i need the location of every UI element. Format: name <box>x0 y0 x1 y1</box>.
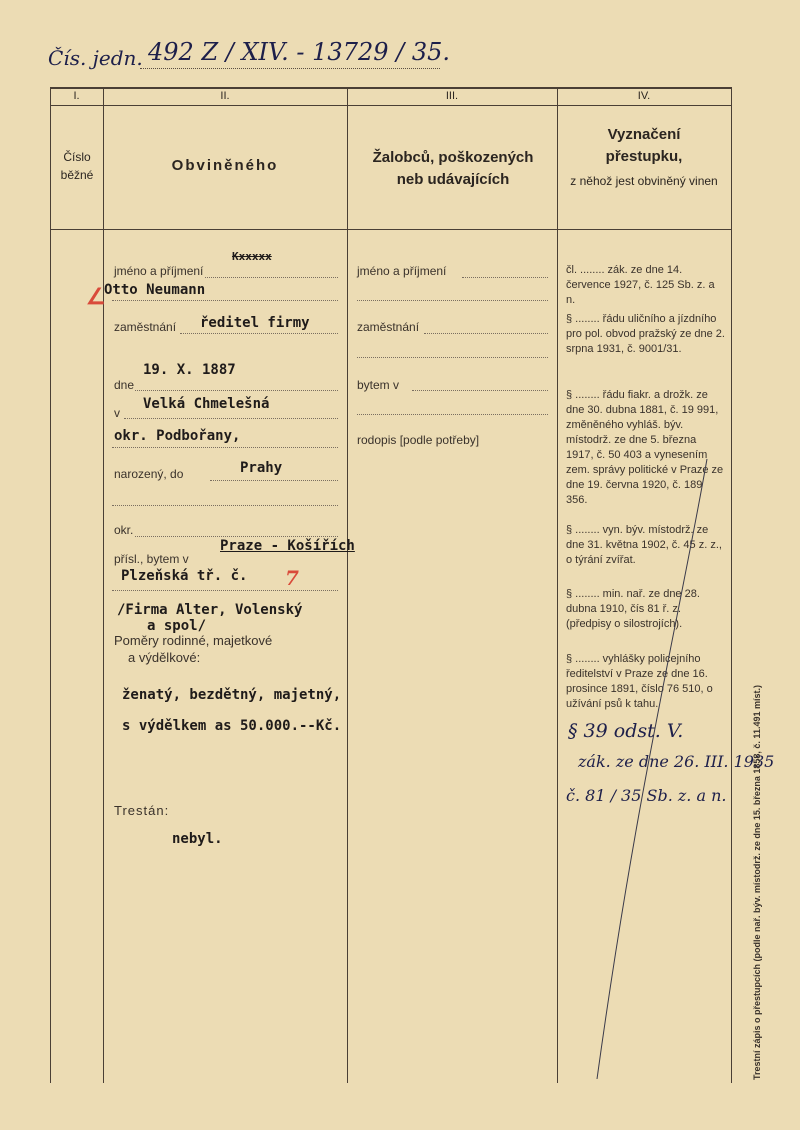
birth-date: 19. X. 1887 <box>143 362 236 378</box>
accused-occupation: ředitel firmy <box>200 315 310 331</box>
file-number-label: Čís. jedn. <box>48 46 143 70</box>
day-dots <box>135 390 338 391</box>
plaintiff-residence-dots <box>412 390 548 391</box>
handwritten-law-date: zák. ze dne 26. III. 1935 <box>578 752 775 771</box>
born-dots <box>210 480 338 481</box>
col1-title: Číslo běžné <box>60 150 94 182</box>
district-label: okr. <box>114 523 134 537</box>
village-dots <box>124 418 338 419</box>
col4-number: IV. <box>637 90 651 102</box>
domicile: Prahy <box>240 460 283 476</box>
col4-subtitle: z něhož jest obviněný vinen <box>570 174 718 188</box>
col-line-2 <box>103 87 104 1083</box>
company: /Firma Alter, Volenský <box>117 602 303 618</box>
col1-number: I. <box>73 90 80 102</box>
offence-paragraph-2: § ........ řádu uličního a jízdního pro pol. obvod pražský ze dne 2. srpna 1931, č. 9001/31. <box>566 313 725 355</box>
district-dots <box>112 447 338 448</box>
punished-label: Trestán: <box>114 803 170 818</box>
circumstances-2: s výdělkem as 50.000.--Kč. <box>122 718 342 734</box>
roman-row-divider <box>50 105 732 106</box>
col2-number: II. <box>220 90 230 102</box>
plaintiff-occupation-dots <box>424 333 548 334</box>
offence-paragraph-6: § ........ vyhlášky policejního ředitelství v Praze ze dne 16. prosince 1891, číslo 76 510, o užívání psů k tahu. <box>566 653 713 710</box>
birth-village: Velká Chmelešná <box>143 396 270 412</box>
plaintiff-occupation-label: zaměstnání <box>357 320 420 334</box>
plaintiff-blank-dots-2 <box>357 414 548 415</box>
file-number-underline <box>140 68 440 69</box>
plaintiff-rodopis-label: rodopis [podle potřeby] <box>357 433 480 447</box>
accused-name: Otto Neumann <box>104 282 206 298</box>
cancel-stroke <box>557 229 731 1079</box>
district2-dots <box>135 536 338 537</box>
in-label: v <box>114 406 120 420</box>
plaintiff-residence-label: bytem v <box>357 378 400 392</box>
col3-title: Žalobců, poškozených neb udávajících <box>372 149 534 188</box>
file-number-handwritten: 492 Z / XIV. - 13729 / 35. <box>148 38 451 66</box>
circumstances-label-2: a výdělkové: <box>128 650 201 665</box>
col-line-3 <box>347 87 348 1083</box>
circumstances-label: Poměry rodinné, majetkové <box>114 633 273 648</box>
col3-number: III. <box>445 90 459 102</box>
plaintiff-blank-dots <box>357 357 548 358</box>
name-label: jméno a příjmení <box>114 264 204 278</box>
col-line-5 <box>731 87 732 1083</box>
side-note: Trestní zápis o přestupcích (podle nař. býv. místodrž. ze dne 15. března 1858, č. 11.491 míst.) <box>752 685 762 1080</box>
col2-title: Obviněného <box>171 157 279 174</box>
offence-paragraph-5: § ........ min. nař. ze dne 28. dubna 1910, čís 81 ř. z. (předpisy o silostrojích). <box>566 588 700 630</box>
plaintiff-name-label: jméno a příjmení <box>357 264 447 278</box>
name-dots <box>205 277 338 278</box>
occupation-label: zaměstnání <box>114 320 177 334</box>
name-dots-2 <box>112 300 338 301</box>
street: Plzeňská tř. č. <box>121 568 248 584</box>
street-dots <box>112 590 338 591</box>
table-top-border <box>50 87 732 89</box>
residence: Praze - Košířích <box>220 538 355 554</box>
punished-value: nebyl. <box>172 831 223 847</box>
plaintiff-name-dots <box>462 277 548 278</box>
residence-label: přísl., bytem v <box>114 552 189 566</box>
street-number-mark: 7 <box>285 566 299 590</box>
born-label: narozený, do <box>114 467 184 481</box>
offence-paragraph-3: § ........ řádu fiakr. a drožk. ze dne 30. dubna 1881, č. 19 991, změněného vyhláš. býv. místodrž. ze dne 5. března 1917, č. 50 403 a vynesením zem. správy politické v Praze ze dne 19. června 1920, č. 189 356. <box>566 389 724 506</box>
handwritten-law-number: č. 81 / 35 Sb. z. a n. <box>566 786 727 805</box>
col-line-1 <box>50 87 51 1083</box>
red-pencil-mark: ∠ <box>86 284 106 309</box>
offence-paragraph-4: § ........ vyn. býv. místodrž. ze dne 31. května 1902, č. 45 z. z., o týrání zvířat. <box>566 524 722 566</box>
occupation-dots <box>180 333 338 334</box>
offence-paragraph-1: čl. ........ zák. ze dne 14. července 1927, č. 125 Sb. z. a n. <box>566 264 715 306</box>
plaintiff-name-dots-2 <box>357 300 548 301</box>
day-label: dne <box>114 378 135 392</box>
company-line2: a spol/ <box>147 618 207 634</box>
circumstances: ženatý, bezdětný, majetný, <box>122 687 342 703</box>
birth-district: okr. Podbořany, <box>114 428 241 444</box>
struck-typed-text: Kxxxxx <box>232 250 272 263</box>
col4-title: Vyznačení přestupku, <box>605 126 683 165</box>
handwritten-paragraph: § 39 odst. V. <box>568 720 684 742</box>
blank-dots <box>112 505 338 506</box>
